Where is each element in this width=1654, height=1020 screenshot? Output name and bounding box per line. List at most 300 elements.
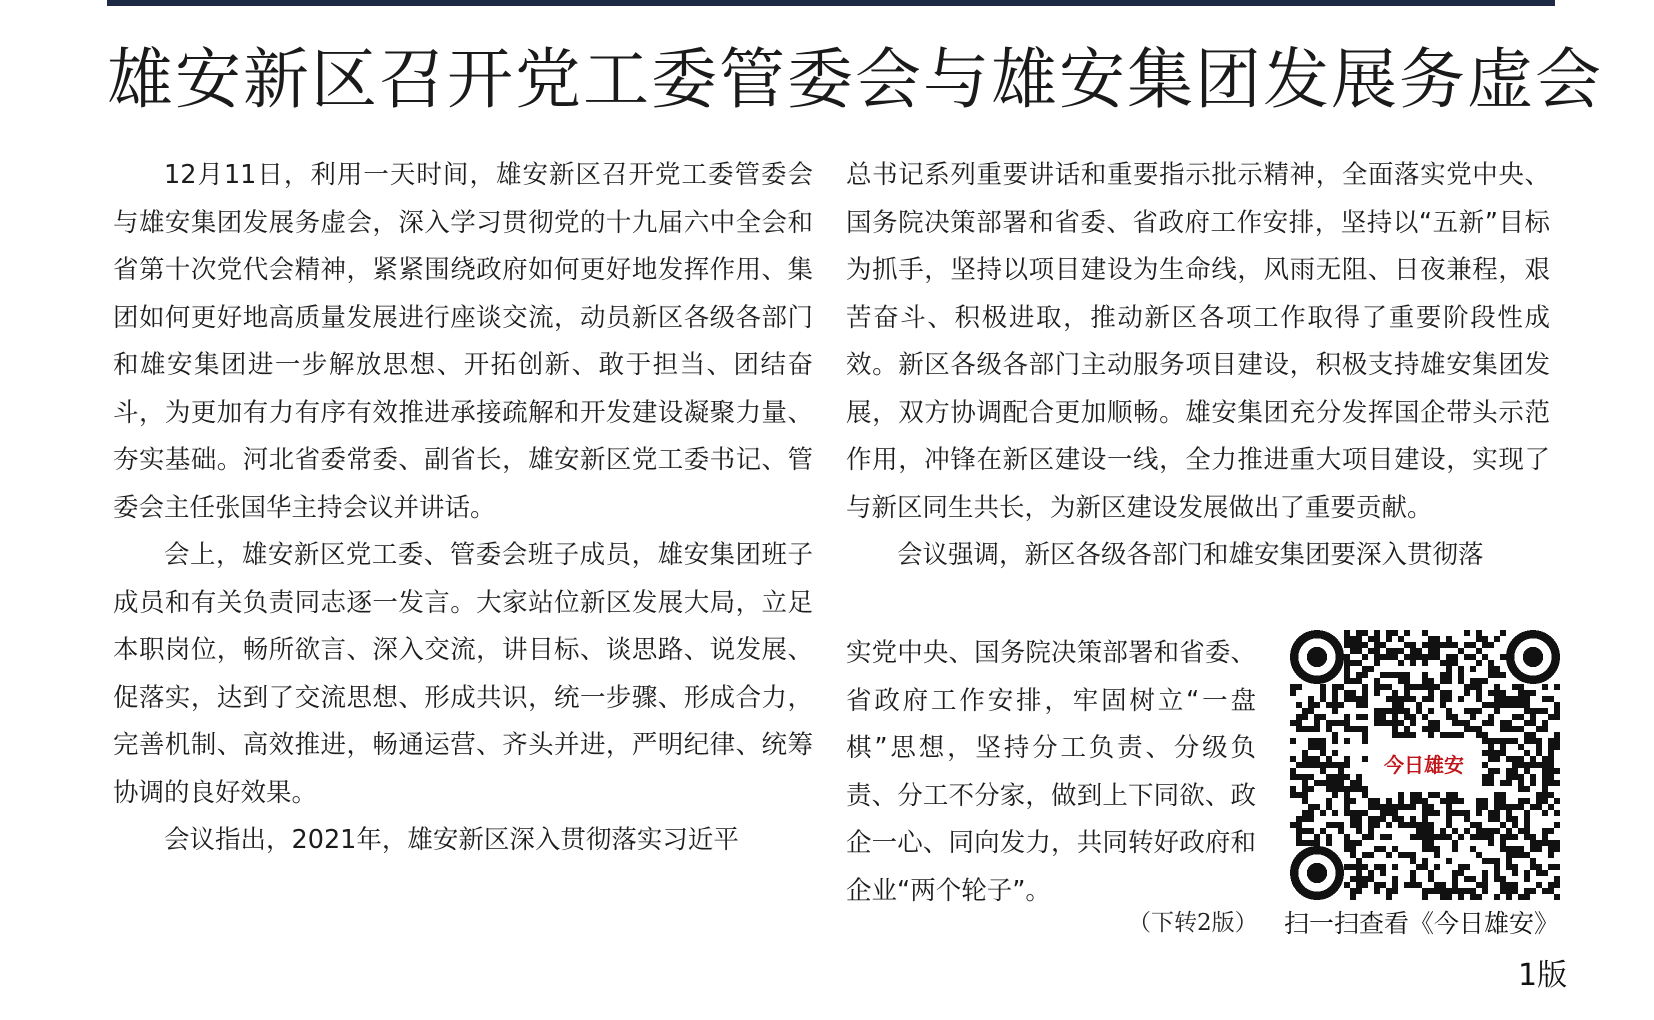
qr-module bbox=[1320, 828, 1326, 834]
qr-module bbox=[1494, 684, 1500, 690]
qr-module bbox=[1554, 864, 1560, 870]
qr-module bbox=[1554, 798, 1560, 804]
qr-module bbox=[1302, 816, 1308, 822]
qr-module bbox=[1308, 804, 1314, 810]
qr-module bbox=[1512, 888, 1518, 894]
qr-module bbox=[1302, 750, 1308, 756]
qr-module bbox=[1518, 798, 1524, 804]
qr-module bbox=[1518, 696, 1524, 702]
qr-module bbox=[1434, 852, 1440, 858]
qr-module bbox=[1446, 678, 1452, 684]
qr-module bbox=[1380, 816, 1386, 822]
qr-module bbox=[1488, 834, 1494, 840]
qr-module bbox=[1548, 780, 1554, 786]
qr-module bbox=[1482, 774, 1488, 780]
qr-module bbox=[1488, 738, 1494, 744]
qr-module bbox=[1374, 714, 1380, 720]
qr-module bbox=[1344, 636, 1350, 642]
qr-module bbox=[1512, 852, 1518, 858]
qr-module bbox=[1518, 702, 1524, 708]
qr-module bbox=[1410, 732, 1416, 738]
right-column-wrapped bbox=[846, 630, 1256, 915]
qr-module bbox=[1356, 630, 1362, 636]
qr-module bbox=[1494, 828, 1500, 834]
qr-module bbox=[1512, 882, 1518, 888]
qr-module bbox=[1422, 642, 1428, 648]
qr-module bbox=[1524, 702, 1530, 708]
qr-module bbox=[1332, 738, 1338, 744]
qr-module bbox=[1428, 642, 1434, 648]
qr-module bbox=[1440, 882, 1446, 888]
qr-module bbox=[1446, 810, 1452, 816]
qr-module bbox=[1452, 714, 1458, 720]
qr-module bbox=[1536, 708, 1542, 714]
qr-module bbox=[1488, 768, 1494, 774]
qr-module bbox=[1422, 888, 1428, 894]
qr-module bbox=[1350, 852, 1356, 858]
qr-module bbox=[1290, 822, 1296, 828]
qr-module bbox=[1500, 876, 1506, 882]
qr-module bbox=[1506, 846, 1512, 852]
paragraph-4-rest: 实党中央、国务院决策部署和省委、省政府工作安排，牢固树立“一盘棋”思想，坚持分工负责、分级负责、分工不分家，做到上下同欲、政企一心、同向发力，共同转好政府和企业“两个轮子”。 bbox=[846, 638, 1256, 906]
qr-module bbox=[1422, 654, 1428, 660]
qr-module bbox=[1386, 894, 1392, 900]
qr-module bbox=[1536, 804, 1542, 810]
qr-module bbox=[1494, 672, 1500, 678]
qr-module bbox=[1320, 684, 1326, 690]
qr-module bbox=[1314, 738, 1320, 744]
qr-module bbox=[1392, 714, 1398, 720]
qr-module bbox=[1320, 750, 1326, 756]
qr-module bbox=[1530, 720, 1536, 726]
qr-module bbox=[1332, 720, 1338, 726]
qr-module bbox=[1488, 840, 1494, 846]
qr-module bbox=[1326, 786, 1332, 792]
qr-module bbox=[1356, 660, 1362, 666]
qr-module bbox=[1422, 840, 1428, 846]
qr-module bbox=[1344, 756, 1350, 762]
qr-module bbox=[1362, 756, 1368, 762]
qr-module bbox=[1332, 696, 1338, 702]
qr-module bbox=[1374, 636, 1380, 642]
qr-module bbox=[1554, 744, 1560, 750]
left-column bbox=[113, 152, 813, 865]
qr-module bbox=[1500, 834, 1506, 840]
qr-module bbox=[1518, 804, 1524, 810]
qr-module bbox=[1518, 828, 1524, 834]
qr-module bbox=[1326, 720, 1332, 726]
qr-module bbox=[1416, 822, 1422, 828]
qr-module bbox=[1512, 684, 1518, 690]
qr-module bbox=[1488, 744, 1494, 750]
qr-module bbox=[1362, 834, 1368, 840]
qr-module bbox=[1338, 684, 1344, 690]
qr-module bbox=[1500, 630, 1506, 636]
qr-module bbox=[1416, 828, 1422, 834]
qr-module bbox=[1512, 714, 1518, 720]
qr-module bbox=[1428, 792, 1434, 798]
qr-module bbox=[1422, 684, 1428, 690]
qr-module bbox=[1350, 648, 1356, 654]
qr-module bbox=[1458, 798, 1464, 804]
qr-module bbox=[1338, 780, 1344, 786]
qr-module bbox=[1524, 816, 1530, 822]
qr-module bbox=[1404, 696, 1410, 702]
qr-module bbox=[1308, 840, 1314, 846]
qr-module bbox=[1476, 678, 1482, 684]
qr-module bbox=[1320, 810, 1326, 816]
qr-module bbox=[1446, 696, 1452, 702]
qr-module bbox=[1374, 708, 1380, 714]
qr-module bbox=[1320, 714, 1326, 720]
qr-module bbox=[1290, 720, 1296, 726]
qr-module bbox=[1446, 732, 1452, 738]
qr-module bbox=[1332, 810, 1338, 816]
qr-module bbox=[1524, 696, 1530, 702]
qr-module bbox=[1428, 678, 1434, 684]
qr-module bbox=[1506, 774, 1512, 780]
qr-module bbox=[1362, 630, 1368, 636]
qr-module bbox=[1344, 774, 1350, 780]
qr-module bbox=[1416, 882, 1422, 888]
qr-module bbox=[1458, 648, 1464, 654]
qr-module bbox=[1512, 738, 1518, 744]
qr-module bbox=[1338, 828, 1344, 834]
qr-module bbox=[1320, 738, 1326, 744]
qr-module bbox=[1470, 822, 1476, 828]
qr-module bbox=[1482, 732, 1488, 738]
qr-module bbox=[1368, 798, 1374, 804]
qr-module bbox=[1434, 636, 1440, 642]
qr-module bbox=[1422, 798, 1428, 804]
qr-module bbox=[1416, 792, 1422, 798]
qr-module bbox=[1428, 720, 1434, 726]
qr-module bbox=[1374, 864, 1380, 870]
qr-module bbox=[1440, 888, 1446, 894]
qr-module bbox=[1536, 882, 1542, 888]
qr-module bbox=[1368, 822, 1374, 828]
qr-module bbox=[1380, 642, 1386, 648]
qr-module bbox=[1518, 744, 1524, 750]
qr-module bbox=[1512, 756, 1518, 762]
qr-module bbox=[1392, 690, 1398, 696]
qr-module bbox=[1476, 726, 1482, 732]
qr-module bbox=[1548, 804, 1554, 810]
qr-module bbox=[1422, 804, 1428, 810]
qr-module bbox=[1512, 864, 1518, 870]
qr-module bbox=[1332, 708, 1338, 714]
qr-module bbox=[1440, 660, 1446, 666]
qr-module bbox=[1458, 894, 1464, 900]
qr-module bbox=[1542, 726, 1548, 732]
qr-module bbox=[1524, 888, 1530, 894]
qr-module bbox=[1326, 804, 1332, 810]
top-rule bbox=[107, 0, 1555, 6]
qr-module bbox=[1296, 714, 1302, 720]
qr-module bbox=[1476, 648, 1482, 654]
qr-module bbox=[1344, 786, 1350, 792]
qr-module bbox=[1464, 630, 1470, 636]
qr-module bbox=[1410, 798, 1416, 804]
qr-module bbox=[1422, 894, 1428, 900]
qr-module bbox=[1464, 816, 1470, 822]
qr-module bbox=[1374, 720, 1380, 726]
qr-module bbox=[1386, 888, 1392, 894]
qr-module bbox=[1302, 756, 1308, 762]
qr-module bbox=[1386, 648, 1392, 654]
qr-module bbox=[1404, 630, 1410, 636]
qr-module bbox=[1542, 810, 1548, 816]
qr-module bbox=[1518, 726, 1524, 732]
qr-module bbox=[1392, 876, 1398, 882]
qr-module bbox=[1548, 828, 1554, 834]
qr-module bbox=[1548, 792, 1554, 798]
qr-module bbox=[1374, 642, 1380, 648]
qr-module bbox=[1488, 810, 1494, 816]
qr-module bbox=[1410, 720, 1416, 726]
qr-module bbox=[1374, 648, 1380, 654]
qr-module bbox=[1404, 678, 1410, 684]
qr-module bbox=[1422, 828, 1428, 834]
qr-module bbox=[1386, 696, 1392, 702]
qr-module bbox=[1446, 654, 1452, 660]
qr-module bbox=[1506, 810, 1512, 816]
qr-module bbox=[1506, 834, 1512, 840]
qr-module bbox=[1302, 786, 1308, 792]
qr-module bbox=[1554, 714, 1560, 720]
qr-module bbox=[1548, 756, 1554, 762]
qr-module bbox=[1476, 852, 1482, 858]
qr-module bbox=[1374, 630, 1380, 636]
qr-module bbox=[1428, 834, 1434, 840]
qr-module bbox=[1428, 708, 1434, 714]
qr-module bbox=[1530, 708, 1536, 714]
qr-module bbox=[1422, 672, 1428, 678]
qr-module bbox=[1386, 810, 1392, 816]
qr-module bbox=[1470, 708, 1476, 714]
qr-module bbox=[1470, 894, 1476, 900]
qr-module bbox=[1392, 732, 1398, 738]
qr-module bbox=[1398, 720, 1404, 726]
qr-module bbox=[1422, 846, 1428, 852]
qr-module bbox=[1452, 888, 1458, 894]
qr-module bbox=[1434, 864, 1440, 870]
qr-module bbox=[1494, 876, 1500, 882]
qr-module bbox=[1476, 690, 1482, 696]
qr-module bbox=[1524, 708, 1530, 714]
qr-module bbox=[1398, 678, 1404, 684]
qr-module bbox=[1374, 882, 1380, 888]
qr-module bbox=[1302, 708, 1308, 714]
qr-module bbox=[1458, 864, 1464, 870]
qr-module bbox=[1410, 858, 1416, 864]
qr-module bbox=[1512, 822, 1518, 828]
qr-module bbox=[1326, 774, 1332, 780]
qr-module bbox=[1422, 726, 1428, 732]
qr-module bbox=[1410, 870, 1416, 876]
qr-module bbox=[1440, 678, 1446, 684]
qr-module bbox=[1452, 810, 1458, 816]
qr-module bbox=[1548, 696, 1554, 702]
qr-module bbox=[1296, 840, 1302, 846]
qr-module bbox=[1368, 804, 1374, 810]
qr-module bbox=[1452, 882, 1458, 888]
qr-module bbox=[1302, 810, 1308, 816]
qr-module bbox=[1344, 840, 1350, 846]
qr-module bbox=[1428, 732, 1434, 738]
qr-module bbox=[1350, 846, 1356, 852]
qr-module bbox=[1296, 822, 1302, 828]
qr-module bbox=[1356, 882, 1362, 888]
qr-module bbox=[1512, 768, 1518, 774]
qr-module bbox=[1548, 888, 1554, 894]
qr-module bbox=[1380, 870, 1386, 876]
qr-module bbox=[1368, 876, 1374, 882]
qr-module bbox=[1350, 690, 1356, 696]
qr-module bbox=[1494, 708, 1500, 714]
qr-module bbox=[1506, 804, 1512, 810]
qr-module bbox=[1506, 696, 1512, 702]
qr-module bbox=[1440, 834, 1446, 840]
qr-module bbox=[1350, 864, 1356, 870]
qr-module bbox=[1536, 840, 1542, 846]
qr-module bbox=[1374, 678, 1380, 684]
qr-module bbox=[1554, 840, 1560, 846]
qr-module bbox=[1518, 780, 1524, 786]
qr-code[interactable] bbox=[1290, 630, 1560, 900]
qr-module bbox=[1452, 840, 1458, 846]
qr-module bbox=[1356, 672, 1362, 678]
qr-module bbox=[1362, 672, 1368, 678]
qr-module bbox=[1344, 714, 1350, 720]
qr-module bbox=[1290, 768, 1296, 774]
qr-module bbox=[1428, 690, 1434, 696]
qr-module bbox=[1500, 672, 1506, 678]
qr-module bbox=[1476, 660, 1482, 666]
qr-module bbox=[1290, 786, 1296, 792]
qr-module bbox=[1536, 798, 1542, 804]
qr-module bbox=[1344, 792, 1350, 798]
qr-module bbox=[1290, 738, 1296, 744]
qr-module bbox=[1380, 714, 1386, 720]
qr-module bbox=[1482, 798, 1488, 804]
qr-module bbox=[1470, 846, 1476, 852]
qr-module bbox=[1356, 642, 1362, 648]
qr-module bbox=[1452, 732, 1458, 738]
qr-module bbox=[1464, 726, 1470, 732]
qr-module bbox=[1446, 660, 1452, 666]
qr-module bbox=[1554, 684, 1560, 690]
qr-module bbox=[1482, 870, 1488, 876]
qr-module bbox=[1470, 834, 1476, 840]
qr-module bbox=[1350, 894, 1356, 900]
qr-module bbox=[1302, 828, 1308, 834]
right-column bbox=[846, 152, 1550, 580]
qr-module bbox=[1338, 786, 1344, 792]
qr-module bbox=[1542, 720, 1548, 726]
qr-module bbox=[1350, 888, 1356, 894]
qr-module bbox=[1416, 654, 1422, 660]
qr-module bbox=[1446, 636, 1452, 642]
qr-module bbox=[1338, 702, 1344, 708]
qr-module bbox=[1542, 780, 1548, 786]
qr-module bbox=[1524, 762, 1530, 768]
qr-module bbox=[1308, 810, 1314, 816]
qr-module bbox=[1308, 756, 1314, 762]
qr-module bbox=[1494, 702, 1500, 708]
qr-module bbox=[1350, 696, 1356, 702]
qr-module bbox=[1380, 684, 1386, 690]
qr-module bbox=[1446, 714, 1452, 720]
qr-module bbox=[1326, 840, 1332, 846]
qr-module bbox=[1554, 822, 1560, 828]
qr-module bbox=[1524, 798, 1530, 804]
qr-module bbox=[1506, 894, 1512, 900]
qr-module bbox=[1416, 798, 1422, 804]
qr-module bbox=[1332, 690, 1338, 696]
qr-module bbox=[1488, 720, 1494, 726]
qr-module bbox=[1506, 888, 1512, 894]
qr-module bbox=[1458, 834, 1464, 840]
qr-module bbox=[1344, 726, 1350, 732]
qr-module bbox=[1446, 834, 1452, 840]
qr-module bbox=[1518, 690, 1524, 696]
qr-module bbox=[1494, 666, 1500, 672]
qr-module bbox=[1296, 702, 1302, 708]
qr-module bbox=[1554, 846, 1560, 852]
qr-module bbox=[1446, 792, 1452, 798]
qr-module bbox=[1410, 822, 1416, 828]
qr-module bbox=[1500, 720, 1506, 726]
qr-module bbox=[1422, 834, 1428, 840]
qr-module bbox=[1344, 834, 1350, 840]
qr-module bbox=[1500, 738, 1506, 744]
continued-note: （下转2版） bbox=[1128, 910, 1258, 936]
qr-module bbox=[1548, 768, 1554, 774]
qr-module bbox=[1392, 648, 1398, 654]
qr-module bbox=[1458, 666, 1464, 672]
qr-module bbox=[1542, 828, 1548, 834]
qr-module bbox=[1332, 732, 1338, 738]
qr-module bbox=[1542, 774, 1548, 780]
qr-module bbox=[1362, 696, 1368, 702]
qr-module bbox=[1338, 720, 1344, 726]
qr-caption: 扫一扫查看《今日雄安》 bbox=[1284, 909, 1560, 938]
qr-module bbox=[1500, 882, 1506, 888]
qr-module bbox=[1506, 852, 1512, 858]
qr-module bbox=[1392, 846, 1398, 852]
qr-module bbox=[1356, 888, 1362, 894]
qr-module bbox=[1350, 798, 1356, 804]
qr-module bbox=[1470, 654, 1476, 660]
qr-module bbox=[1434, 720, 1440, 726]
qr-module bbox=[1500, 846, 1506, 852]
qr-module bbox=[1548, 882, 1554, 888]
qr-module bbox=[1368, 870, 1374, 876]
qr-module bbox=[1548, 738, 1554, 744]
qr-module bbox=[1500, 750, 1506, 756]
qr-module bbox=[1482, 804, 1488, 810]
qr-module bbox=[1338, 822, 1344, 828]
qr-module bbox=[1428, 804, 1434, 810]
qr-module bbox=[1542, 756, 1548, 762]
qr-module bbox=[1482, 720, 1488, 726]
qr-module bbox=[1356, 876, 1362, 882]
qr-module bbox=[1488, 828, 1494, 834]
qr-module bbox=[1446, 642, 1452, 648]
qr-module bbox=[1296, 792, 1302, 798]
qr-module bbox=[1446, 858, 1452, 864]
